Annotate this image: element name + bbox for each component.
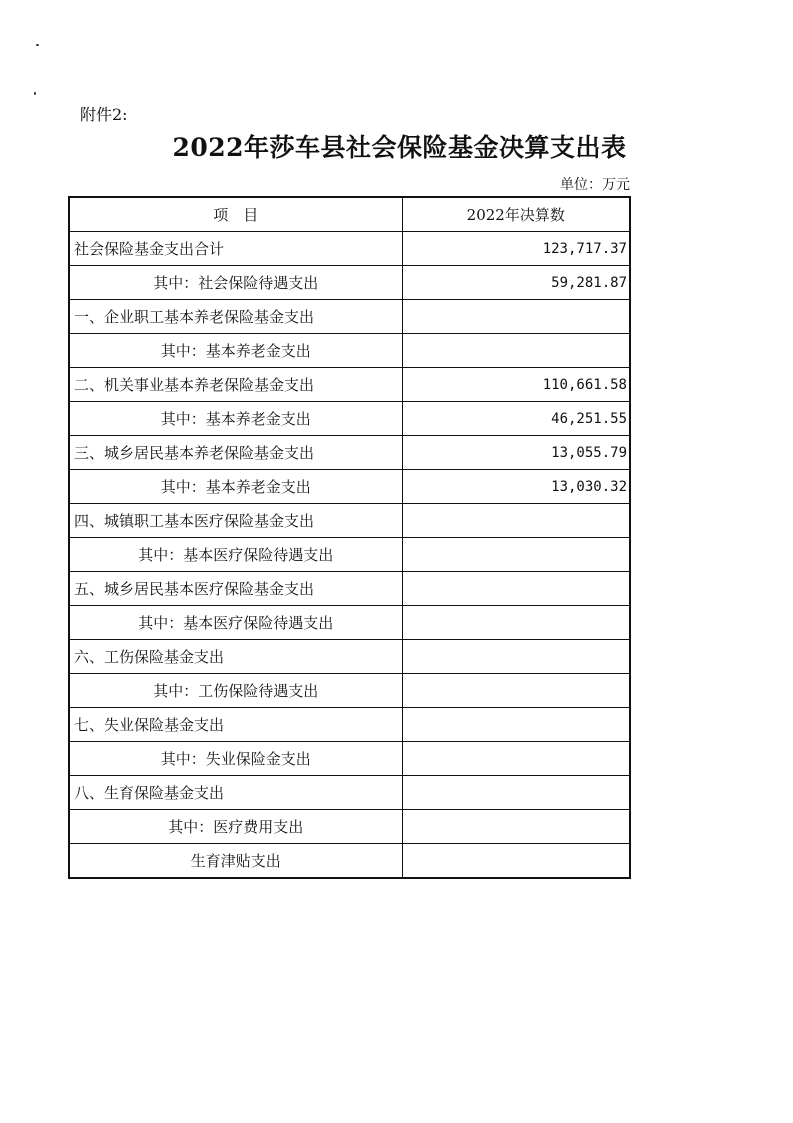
row-item: 六、工伤保险基金支出 [69,640,402,674]
attachment-label: 附件2: [80,105,128,124]
row-amount: 46,251.55 [402,402,630,436]
row-item: 四、城镇职工基本医疗保险基金支出 [69,504,402,538]
table-row [69,538,630,572]
table-row [69,776,630,810]
row-item: 社会保险基金支出合计 [69,232,402,266]
table-row [69,300,630,334]
row-item: 二、机关事业基本养老保险基金支出 [69,368,402,402]
scan-speck [36,44,39,46]
table-row [69,232,630,266]
table-row [69,844,630,879]
row-item: 五、城乡居民基本医疗保险基金支出 [69,572,402,606]
table-row [69,266,630,300]
row-amount [402,810,630,844]
table-row [69,436,630,470]
row-item: 其中：基本养老金支出 [69,402,402,436]
column-header-item: 项 目 [69,197,402,232]
table-row [69,368,630,402]
row-item: 八、生育保险基金支出 [69,776,402,810]
row-amount [402,742,630,776]
page-title: 2022年莎车县社会保险基金决算支出表 [172,133,627,162]
row-item: 其中：医疗费用支出 [69,810,402,844]
row-amount [402,776,630,810]
row-item: 其中：基本养老金支出 [69,470,402,504]
row-amount [402,504,630,538]
row-item: 其中：基本医疗保险待遇支出 [69,606,402,640]
row-item: 其中：失业保险金支出 [69,742,402,776]
table-row [69,742,630,776]
expenditure-table [68,196,631,879]
table-row [69,572,630,606]
table-row [69,606,630,640]
row-amount [402,844,630,879]
table-row [69,470,630,504]
table-header-row [69,197,630,232]
row-amount: 13,030.32 [402,470,630,504]
row-item: 其中：工伤保险待遇支出 [69,674,402,708]
row-amount [402,606,630,640]
table-row [69,334,630,368]
row-item: 七、失业保险基金支出 [69,708,402,742]
table-row [69,402,630,436]
row-amount [402,538,630,572]
row-amount: 59,281.87 [402,266,630,300]
row-amount [402,708,630,742]
row-amount [402,300,630,334]
row-amount [402,674,630,708]
row-item: 其中：社会保险待遇支出 [69,266,402,300]
row-item: 一、企业职工基本养老保险基金支出 [69,300,402,334]
scan-speck [34,92,36,95]
column-header-amount: 2022年决算数 [402,197,630,232]
row-item: 三、城乡居民基本养老保险基金支出 [69,436,402,470]
table-row [69,810,630,844]
row-item: 生育津贴支出 [69,844,402,879]
table-row [69,640,630,674]
row-item: 其中：基本医疗保险待遇支出 [69,538,402,572]
row-amount [402,640,630,674]
row-amount: 13,055.79 [402,436,630,470]
unit-label: 单位：万元 [560,177,630,193]
table-row [69,708,630,742]
row-amount [402,572,630,606]
row-item: 其中：基本养老金支出 [69,334,402,368]
table-row [69,504,630,538]
row-amount: 110,661.58 [402,368,630,402]
row-amount [402,334,630,368]
row-amount: 123,717.37 [402,232,630,266]
table-row [69,674,630,708]
